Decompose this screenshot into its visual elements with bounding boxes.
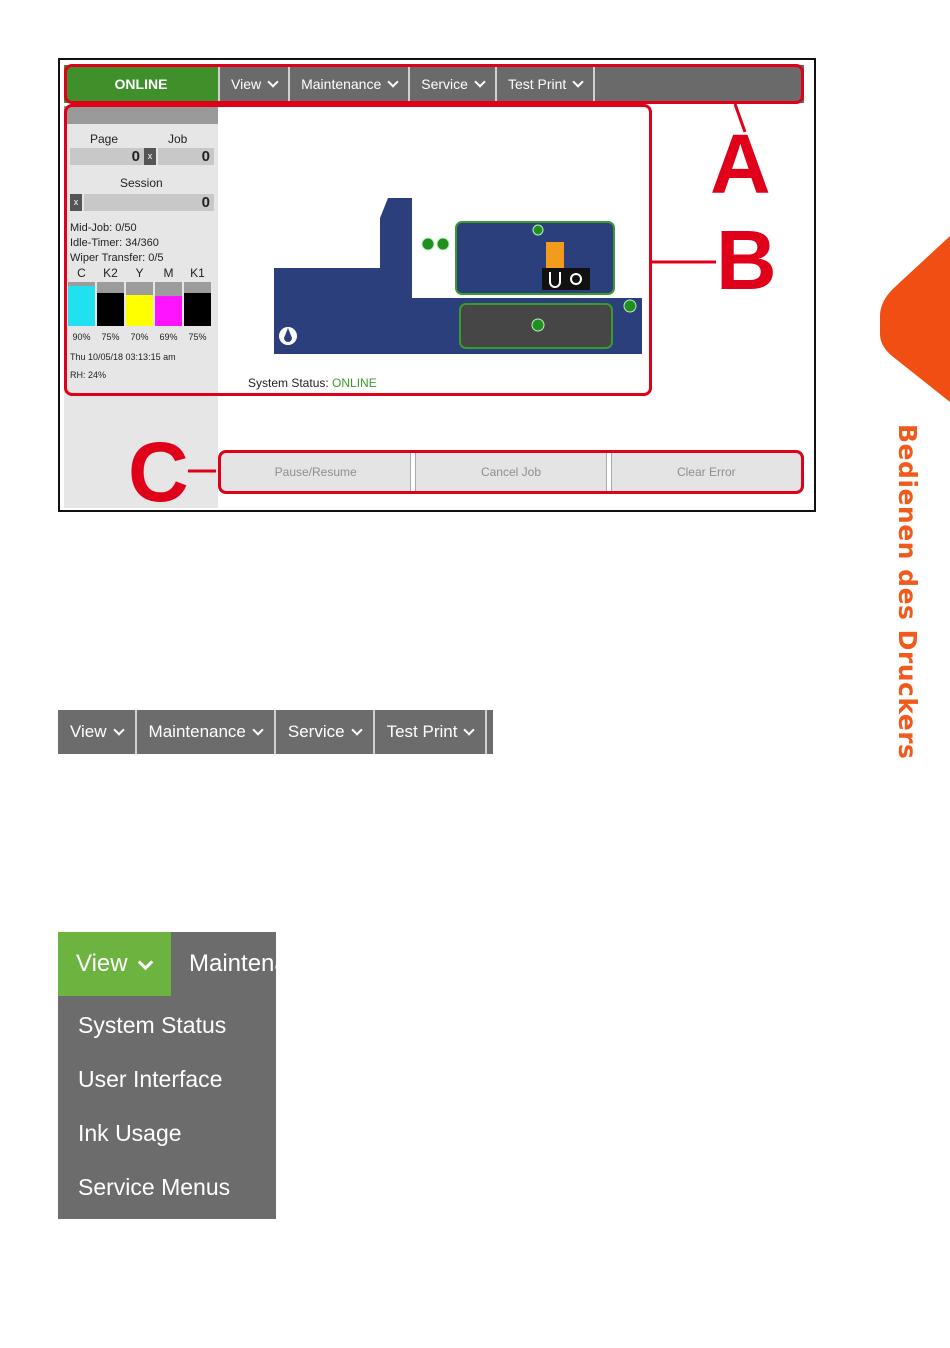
chevron-down-icon bbox=[252, 724, 263, 735]
menu-item-user-interface[interactable]: User Interface bbox=[78, 1066, 223, 1092]
chevron-down-icon bbox=[113, 724, 124, 735]
reset-page-button[interactable]: x bbox=[144, 148, 156, 165]
ink-label-k2: K2 bbox=[103, 266, 118, 280]
system-status-label: System Status: bbox=[248, 376, 329, 390]
datetime-text: Thu 10/05/18 03:13:15 am bbox=[70, 352, 176, 362]
menu-maintenance[interactable] bbox=[135, 710, 274, 754]
idle-timer-text: Idle-Timer: 34/360 bbox=[70, 237, 159, 249]
menu-service-label: Service bbox=[421, 76, 468, 92]
reset-session-button[interactable]: x bbox=[70, 194, 82, 211]
ink-pct-k1: 75% bbox=[188, 332, 207, 342]
ink-label-y: Y bbox=[135, 266, 144, 280]
menu-test-print-label: Test Print bbox=[386, 722, 458, 741]
ink-label-m: M bbox=[163, 266, 174, 280]
clear-error-button[interactable]: Clear Error bbox=[611, 452, 802, 492]
view-dropdown-closeup bbox=[58, 932, 288, 1219]
status-online-indicator: ONLINE bbox=[64, 65, 218, 103]
page-label: Page bbox=[90, 132, 119, 146]
menu-item-ink-usage[interactable]: Ink Usage bbox=[78, 1120, 182, 1146]
rh-text: RH: 24% bbox=[70, 370, 107, 380]
menu-item-system-status[interactable]: System Status bbox=[78, 1012, 227, 1038]
menu-test-print[interactable] bbox=[373, 710, 488, 754]
menu-view-label: View bbox=[76, 950, 128, 977]
menu-view-active[interactable] bbox=[58, 932, 171, 996]
callout-letter-b: B bbox=[716, 213, 777, 307]
job-counter: 0 bbox=[158, 148, 214, 165]
side-tab-shape bbox=[880, 236, 950, 402]
wiper-transfer-text: Wiper Transfer: 0/5 bbox=[70, 252, 164, 264]
menu-maintenance-label: Maintenance bbox=[301, 76, 382, 92]
cancel-job-button[interactable]: Cancel Job bbox=[415, 452, 606, 492]
menu-item-service-menus[interactable]: Service Menus bbox=[78, 1174, 231, 1200]
callout-letter-c: C bbox=[128, 425, 189, 519]
ink-pct-k2: 75% bbox=[101, 332, 120, 342]
session-label: Session bbox=[120, 176, 163, 190]
ink-pct-c: 90% bbox=[72, 332, 91, 342]
menu-view-label: View bbox=[70, 722, 107, 741]
system-status-value: ONLINE bbox=[332, 376, 377, 390]
chevron-down-icon bbox=[351, 724, 362, 735]
menu-test-print-label: Test Print bbox=[507, 76, 567, 92]
callout-letter-a: A bbox=[710, 117, 771, 211]
menu-maintenance-partial[interactable]: Maintena bbox=[189, 950, 288, 977]
session-counter: 0 bbox=[84, 194, 214, 211]
ink-label-k1: K1 bbox=[190, 266, 205, 280]
ink-pct-y: 70% bbox=[130, 332, 149, 342]
menu-service-label: Service bbox=[287, 722, 345, 741]
menu-view-label: View bbox=[231, 76, 262, 92]
menu-bar-closeup bbox=[58, 710, 493, 754]
pause-resume-button[interactable]: Pause/Resume bbox=[220, 452, 411, 492]
menu-maintenance-label: Maintenance bbox=[148, 722, 246, 741]
dropdown-header bbox=[58, 932, 288, 996]
mid-job-text: Mid-Job: 0/50 bbox=[70, 222, 137, 234]
ink-pct-m: 69% bbox=[159, 332, 178, 342]
chapter-side-tab bbox=[880, 236, 950, 402]
menu-view[interactable] bbox=[58, 710, 135, 754]
job-label: Job bbox=[168, 132, 188, 146]
page-counter: 0 bbox=[70, 148, 144, 165]
chevron-down-icon bbox=[137, 954, 153, 970]
menu-service[interactable] bbox=[274, 710, 373, 754]
chevron-down-icon bbox=[464, 724, 475, 735]
ink-label-c: C bbox=[77, 266, 86, 280]
chapter-title: Bedienen des Druckers bbox=[893, 424, 922, 760]
